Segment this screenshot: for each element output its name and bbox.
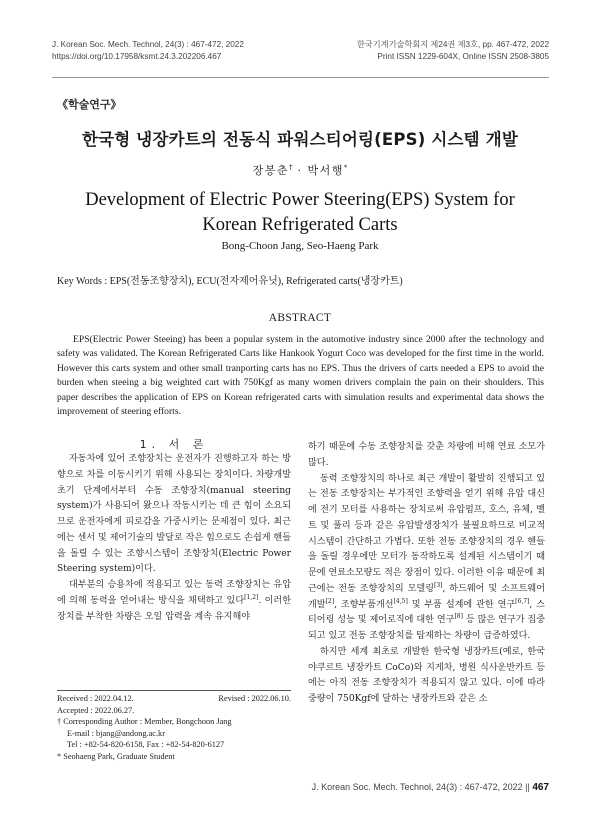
p3-text-b: , 하드웨어 및 소프트웨어 개발 (308, 583, 545, 610)
citation-ref: [2] (325, 597, 335, 605)
citation-ref: [6,7] (515, 597, 530, 605)
corresponding-author: † Corresponding Author : Member, Bongchoon Jang (57, 717, 232, 726)
citation-ref: [3] (433, 581, 443, 589)
intro-paragraph-4: 하지만 세계 최초로 개발한 한국형 냉장카트(예로, 한국 야쿠르트 냉장카트 CoCo)와 지게차, 병원 식사운반카트 등에는 아직 전동 조향장치가 적용되지 않고 있다. 이에 따라 중량이 750Kgf에 달하는 냉장카트와 같은 소 (308, 646, 545, 704)
footnote-dates (57, 693, 291, 705)
p3-text-e: , 스티어링 성능 및 제어로직에 대한 연구 (308, 599, 545, 626)
accepted-date: Accepted : 2022.06.27. (57, 705, 135, 715)
paper-title-english (0, 188, 600, 238)
keywords (57, 272, 403, 287)
intro-paragraph-continued: 하기 때문에 수동 조향장치를 갖춘 차량에 비해 연료 소모가 많다. (308, 442, 545, 468)
second-author-note: * Seohaeng Park, Graduate Student (57, 751, 175, 761)
corresponding-author-mark: † (289, 163, 293, 172)
intro-paragraph-3 (308, 472, 545, 645)
p3-text-a: 동력 조향장치의 하나로 최근 개발이 활발히 진행되고 있는 전동 조향장치는 부가적인 조향력을 얻기 위해 유압 대신에 전기 모터를 사용하는 장치로써 유압펌프, 호스, 유체, 벨트 및 풀리 등과 같은 유압발생장치가 불필요하므로 비교적 시스템이 간단하고 가볍다. 또한 전동 조향장치의 경우 핸들을 돌릴 경우에만 모터가 동작하도록 설계된 시스템이기 때문에 연료소모량도 적은 장점이 있다. 이러한 이유 때문에 최근에는 전동 조향장치의 모델링 (308, 473, 545, 594)
running-header-right (357, 39, 549, 62)
page-number: 467 (532, 782, 549, 793)
author-separator: · (292, 164, 308, 177)
issn-info: Print ISSN 1229-604X, Online ISSN 2508-3805 (377, 51, 549, 61)
authors-english: Bong-Choon Jang, Seo-Haeng Park (221, 240, 379, 252)
intro-paragraph-2-text: 대부분의 승용차에 적용되고 있는 동력 조향장치는 유압에 의해 동력을 얻어내는 방식을 채택하고 있다 (57, 580, 291, 606)
p3-text-f: 등 많은 연구가 집중되고 있고 전동 조향장치를 탑재하는 차량이 급증하였다. (308, 615, 545, 641)
received-date: Received : 2022.04.12. (57, 694, 134, 703)
journal-citation-korean: 한국기계기술학회지 제24권 제3호, pp. 467-472, 2022 (356, 40, 549, 49)
section-tag: 《학술연구》 (57, 98, 122, 111)
keywords-text: EPS(전동조향장치), ECU(전자제어유닛), Refrigerated carts(냉장카트) (109, 276, 403, 287)
author-2-name: 박서행 (307, 164, 344, 177)
intro-paragraph-2 (57, 578, 291, 625)
author-phone: Tel : +82-54-820-6158, Fax : +82-54-820-6127 (67, 740, 225, 749)
footnote-divider (57, 690, 291, 691)
footnotes (57, 693, 291, 762)
keywords-label: Key Words : (57, 276, 110, 287)
body-column-right (308, 440, 545, 708)
author-2-mark: * (343, 163, 348, 172)
citation-ref: [1,2] (244, 593, 259, 601)
header-divider (52, 77, 549, 78)
author-1-name: 장봉춘 (252, 164, 289, 177)
title-line-2: Korean Refrigerated Carts (202, 215, 398, 235)
authors-korean (0, 162, 600, 178)
section-heading-introduction: 1. 서 론 (139, 438, 209, 451)
intro-paragraph-1: 자동차에 있어 조향장치는 운전자가 진행하고자 하는 방향으로 차를 이동시키기 위해 사용되는 장치이다. 차량개발 초기 단계에서부터 수동 조향장치(manual steering system)가 사용되어 왔으나 작동시키는 데 큰 힘이 소요되므로 운전자에게 피로감을 가중시키는 문제점이 있다. 최근에는 센서 및 제어기술의 발달로 작은 힘으로도 손쉽게 핸들을 돌릴 수 있는 조향시스템이 조향장치(Electric Power Steering system)이다. (57, 454, 291, 575)
citation-ref: [4,5] (393, 597, 408, 605)
running-header-left (52, 39, 244, 62)
page-footer (312, 782, 549, 793)
title-line-1: Development of Electric Power Steering(EPS) System for (85, 190, 515, 210)
doi-link[interactable]: https://doi.org/10.17958/ksmt.24.3.202206.467 (52, 51, 222, 61)
body-column-left (57, 452, 291, 625)
revised-date: Revised : 2022.06.10. (218, 694, 291, 703)
footer-citation: J. Korean Soc. Mech. Technol, 24(3) : 467-472, 2022 || (311, 782, 530, 792)
author-email[interactable]: E-mail : bjang@andong.ac.kr (67, 728, 165, 738)
paper-title-korean: 한국형 냉장카트의 전동식 파워스티어링(EPS) 시스템 개발 (81, 130, 519, 149)
citation-ref: [8] (454, 613, 463, 621)
intro-paragraph-2-end: . 이러한 장치를 부착한 차량은 오일 압력을 계속 유지해야 (57, 595, 291, 622)
journal-citation: J. Korean Soc. Mech. Technol, 24(3) : 467-472, 2022 (52, 40, 244, 49)
abstract-body: EPS(Electric Power Steeing) has been a popular system in the automotive industry since 2000 after the technology and safety was validated. The Korean Refrigerated Carts like Hankook Yogurt Coco was developed for the first time in the world. However this carts system and other small tranporting carts has no EPS. Thus the drivers of carts needed a EPS to avoid the burden when steeing a big weighted cart with 750Kgf as many women drivers complain the pain on their shoulders. This paper describes the application of EPS on Korean refrigerated carts with simulation results and experimental data shows the improvement of steering efforts. (57, 334, 544, 418)
abstract-heading: ABSTRACT (268, 312, 332, 324)
p3-text-d: 및 부품 설계에 관한 연구 (407, 599, 516, 610)
p3-text-c: , 조향부품개선 (334, 599, 394, 610)
